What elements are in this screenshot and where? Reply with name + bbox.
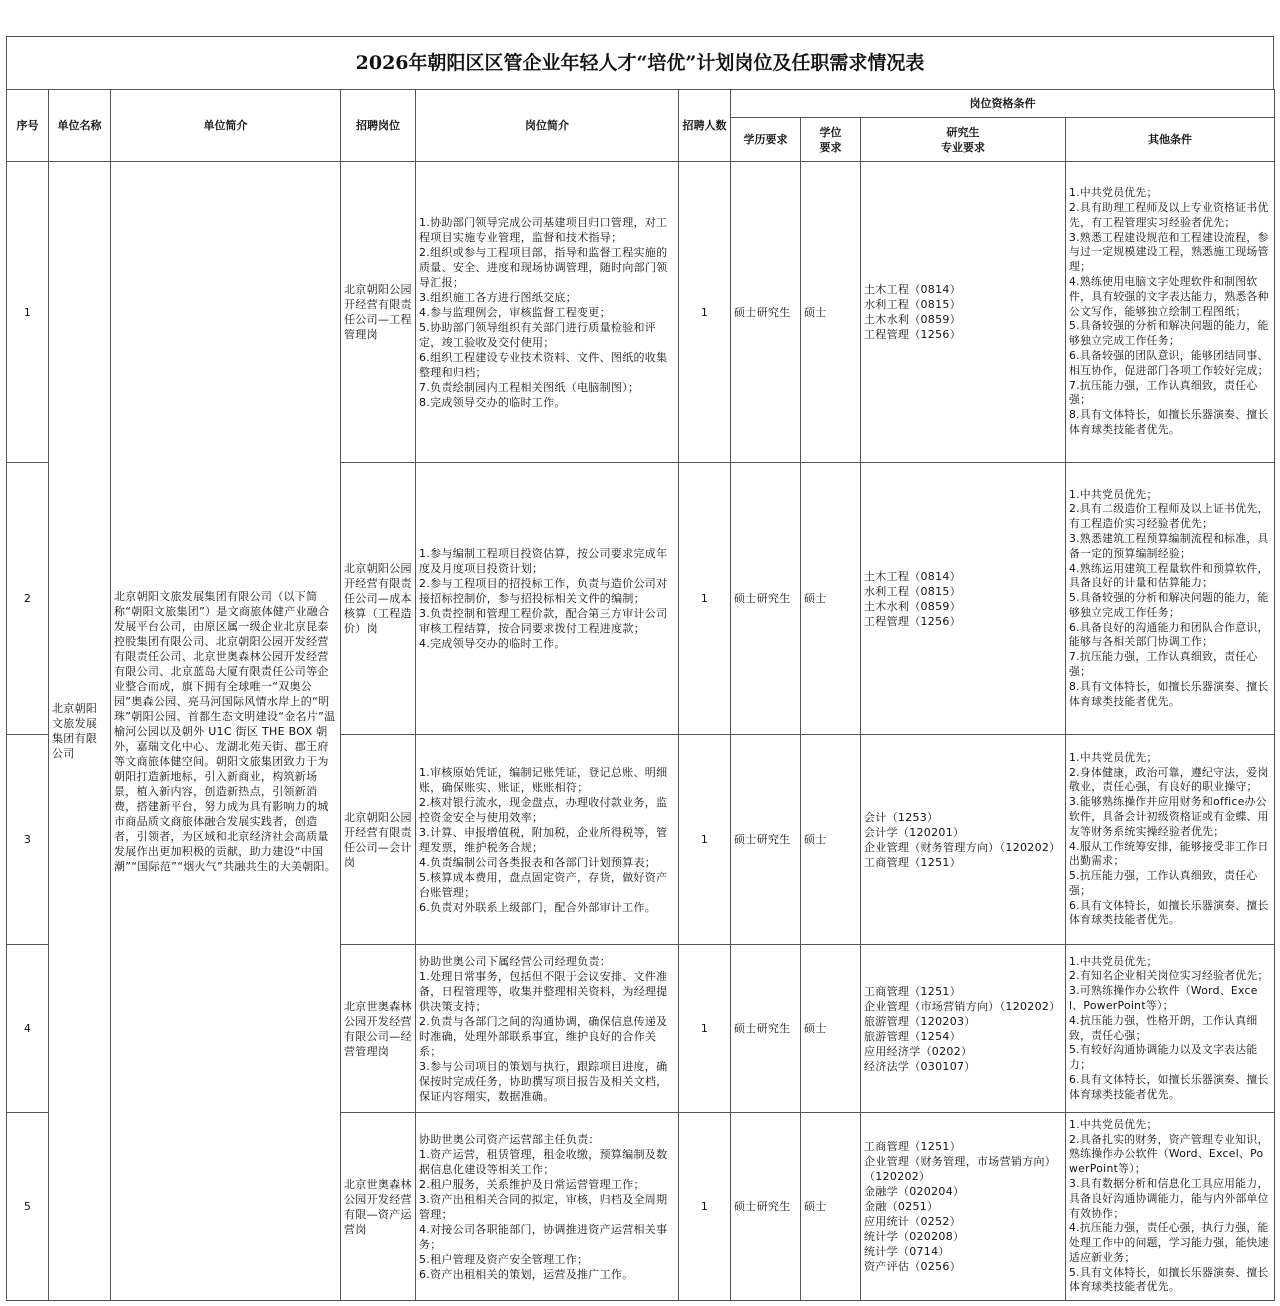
header-degree: 学位 要求 — [801, 118, 861, 162]
degree-cell: 硕士 — [801, 463, 861, 735]
position-intro-cell: 协助世奥公司下属经营公司经理负责： 1.处理日常事务，包括但不限于会议安排、文件准备，日程管理等，收集并整理相关资料，为经理提供决策支持； 2.负责与各部门之间的沟通协调，确保信息传递及时准确，处理外部联系事宜，维护良好的合作关系； 3.参与公司项目的策划与执行，跟踪项目进度，确保按时完成任务，协助撰写项目报告及相关文档，保证内容翔实，数据准确。 — [416, 945, 679, 1113]
position-intro-cell: 1.协助部门领导完成公司基建项目归口管理，对工程项目实施专业管理，监督和技术指导； 2.组织或参与工程项目部，指导和监督工程实施的质量、安全、进度和现场协调管理，随时向部门领导汇报； 3.组织施工各方进行图纸交底； 4.参与监理例会，审核监督工程变更； 5.协助部门领导组织有关部门进行质量检验和评定，竣工验收及交付使用； 6.组织工程建设专业技术资料、文件、图纸的收集整理和归档； 7.负责绘制园内工程相关图纸（电脑制图）； 8.完成领导交办的临时工作。 — [416, 162, 679, 463]
header-position-intro: 岗位简介 — [416, 90, 679, 162]
position-intro-cell: 1.参与编制工程项目投资估算，按公司要求完成年度及月度项目投资计划； 2.参与工程项目的招投标工作，负责与造价公司对接招标控制价，参与招投标相关文件的编制； 3.负责控制和管理工程价款，配合第三方审计公司审核工程结算，按合同要求拨付工程进度款； 4.完成领导交办的临时工作。 — [416, 463, 679, 735]
header-unit-intro: 单位简介 — [111, 90, 341, 162]
table-row — [7, 162, 1275, 463]
unit-name-cell: 北京朝阳文旅发展集团有限公司 — [49, 162, 111, 1301]
degree-cell: 硕士 — [801, 735, 861, 945]
header-headcount: 招聘人数 — [679, 90, 731, 162]
degree-cell: 硕士 — [801, 945, 861, 1113]
position-cell: 北京世奥森林公园开发经营有限公司—经营管理岗 — [341, 945, 416, 1113]
document-title: 2026年朝阳区区管企业年轻人才“培优”计划岗位及任职需求情况表 — [6, 36, 1274, 89]
education-cell: 硕士研究生 — [731, 945, 801, 1113]
row-seq: 4 — [7, 945, 49, 1113]
other-conditions-cell: 1.中共党员优先； 2.身体健康，政治可靠，遵纪守法，爱岗敬业，责任心强，有良好的职业操守； 3.能够熟练操作并应用财务和office办公软件，具备会计初级资格证或有金蝶、用友等财务系统实操经验者优先； 4.服从工作统筹安排，能够接受非工作日出勤需求； 5.抗压能力强，工作认真细致，责任心强； 6.具有文体特长，如擅长乐器演奏、擅长体育球类技能者优先。 — [1066, 735, 1275, 945]
position-cell: 北京朝阳公园开经营有限责任公司—成本核算（工程造价）岗 — [341, 463, 416, 735]
header-other: 其他条件 — [1066, 118, 1275, 162]
degree-cell: 硕士 — [801, 162, 861, 463]
education-cell: 硕士研究生 — [731, 463, 801, 735]
major-cell: 工商管理（1251） 企业管理（市场营销方向）（120202） 旅游管理（120203） 旅游管理（1254） 应用经济学（0202） 经济法学（030107） — [861, 945, 1066, 1113]
recruitment-table-sheet — [6, 36, 1274, 1301]
headcount-cell: 1 — [679, 735, 731, 945]
unit-intro-cell: 北京朝阳文旅发展集团有限公司（以下简称“朝阳文旅集团”）是文商旅体健产业融合发展平台公司，由原区属一级企业北京昆泰控股集团有限公司、北京朝阳公园开发经营有限责任公司、北京世奥森林公园开发经营有限公司、北京蓝岛大厦有限责任公司等企业整合而成，旗下拥有全球唯一“双奥公园”奥森公园、亮马河国际风情水岸上的“明珠”朝阳公园、首都生态文明建设“金名片”温榆河公园以及朝外 U1C 街区 THE BOX 朝外，嘉瑞文化中心、龙湖北苑天街、郡王府等文商旅体健空间。朝阳文旅集团致力于为朝阳打造新地标，引入新商业，构筑新场景，植入新内容，创造新热点，引领新消费，搭建新平台，努力成为具有影响力的城市商品质文商旅体融合发展实践者，创造者，引领者，为区域和北京经济社会高质量发展作出更加积极的贡献，助力建设“中国潮”“国际范”“烟火气”共融共生的大美朝阳。 — [111, 162, 341, 1301]
education-cell: 硕士研究生 — [731, 162, 801, 463]
position-cell: 北京世奥森林公园开发经营有限—资产运营岗 — [341, 1113, 416, 1301]
other-conditions-cell: 1.中共党员优先； 2.具有二级造价工程师及以上证书优先，有工程造价实习经验者优先； 3.熟悉建筑工程预算编制流程和标准，具备一定的预算编制经验； 4.熟练运用建筑工程量软件和预算软件，具备良好的计量和估算能力； 5.具备较强的分析和解决问题的能力，能够独立完成工作任务； 6.具备良好的沟通能力和团队合作意识，能够与各相关部门协调工作； 7.抗压能力强，工作认真细致，责任心强； 8.具有文体特长，如擅长乐器演奏、擅长体育球类技能者优先。 — [1066, 463, 1275, 735]
positions-table — [6, 89, 1275, 1301]
headcount-cell: 1 — [679, 1113, 731, 1301]
education-cell: 硕士研究生 — [731, 735, 801, 945]
major-cell: 会计（1253） 会计学（120201） 企业管理（财务管理方向）（120202） 工商管理（1251） — [861, 735, 1066, 945]
headcount-cell: 1 — [679, 162, 731, 463]
row-seq: 1 — [7, 162, 49, 463]
position-cell: 北京朝阳公园开经营有限责任公司—工程管理岗 — [341, 162, 416, 463]
headcount-cell: 1 — [679, 463, 731, 735]
degree-cell: 硕士 — [801, 1113, 861, 1301]
major-cell: 土木工程（0814） 水利工程（0815） 土木水利（0859） 工程管理（1256） — [861, 463, 1066, 735]
other-conditions-cell: 1.中共党员优先； 2.具备扎实的财务，资产管理专业知识，熟练操作办公软件（Word、Excel、PowerPoint等）； 3.具有数据分析和信息化工具应用能力，具备良好沟通协调能力，能与内外部单位有效协作； 4.抗压能力强，责任心强，执行力强，能处理工作中的问题，学习能力强，能快速适应新业务； 5.具有文体特长，如擅长乐器演奏、擅长体育球类技能者优先。 — [1066, 1113, 1275, 1301]
other-conditions-cell: 1.中共党员优先； 2.具有助理工程师及以上专业资格证书优先，有工程管理实习经验者优先； 3.熟悉工程建设规范和工程建设流程，参与过一定规模建设工程，熟悉施工现场管理； 4.熟练使用电脑文字处理软件和制图软件，具有较强的文字表达能力，熟悉各种公文写作，能够独立绘制工程图纸； 5.具备较强的分析和解决问题的能力，能够独立完成工作任务； 6.具备较强的团队意识，能够团结同事、相互协作，促进部门各项工作较好完成； 7.抗压能力强，工作认真细致，责任心强； 8.具有文体特长，如擅长乐器演奏、擅长体育球类技能者优先。 — [1066, 162, 1275, 463]
header-qualifications: 岗位资格条件 — [731, 90, 1275, 118]
header-position: 招聘岗位 — [341, 90, 416, 162]
header-major: 研究生 专业要求 — [861, 118, 1066, 162]
header-unit-name: 单位名称 — [49, 90, 111, 162]
major-cell: 工商管理（1251） 企业管理（财务管理，市场营销方向）（120202） 金融学（020204） 金融（0251） 应用统计（0252） 统计学（020208） 统计学（0714） 资产评估（0256） — [861, 1113, 1066, 1301]
row-seq: 2 — [7, 463, 49, 735]
headcount-cell: 1 — [679, 945, 731, 1113]
major-cell: 土木工程（0814） 水利工程（0815） 土木水利（0859） 工程管理（1256） — [861, 162, 1066, 463]
header-seq: 序号 — [7, 90, 49, 162]
other-conditions-cell: 1.中共党员优先； 2.有知名企业相关岗位实习经验者优先； 3.可熟练操作办公软件（Word、Excel、PowerPoint等）； 4.抗压能力强，性格开朗，工作认真细致，责任心强； 5.有较好沟通协调能力以及文字表达能力； 6.具有文体特长，如擅长乐器演奏、擅长体育球类技能者优先。 — [1066, 945, 1275, 1113]
position-cell: 北京朝阳公园开经营有限责任公司—会计岗 — [341, 735, 416, 945]
header-education: 学历要求 — [731, 118, 801, 162]
position-intro-cell: 协助世奥公司资产运营部主任负责： 1.资产运营，租赁管理，租金收缴，预算编制及数据信息化建设等相关工作； 2.租户服务，关系维护及日常运营管理工作； 3.资产出租相关合同的拟定，审核，归档及全周期管理； 4.对接公司各职能部门，协调推进资产运营相关事务； 5.租户管理及资产安全管理工作； 6.资产出租相关的策划，运营及推广工作。 — [416, 1113, 679, 1301]
row-seq: 3 — [7, 735, 49, 945]
position-intro-cell: 1.审核原始凭证，编制记账凭证，登记总账、明细账，确保账实、账证，账账相符； 2.核对银行流水，现金盘点，办理收付款业务，监控资金安全与使用效率； 3.计算、申报增值税，附加税，企业所得税等，管理发票，维护税务合规； 4.负责编制公司各类报表和各部门计划预算表； 5.核算成本费用，盘点固定资产，存货，做好资产台账管理； 6.负责对外联系上级部门，配合外部审计工作。 — [416, 735, 679, 945]
education-cell: 硕士研究生 — [731, 1113, 801, 1301]
row-seq: 5 — [7, 1113, 49, 1301]
